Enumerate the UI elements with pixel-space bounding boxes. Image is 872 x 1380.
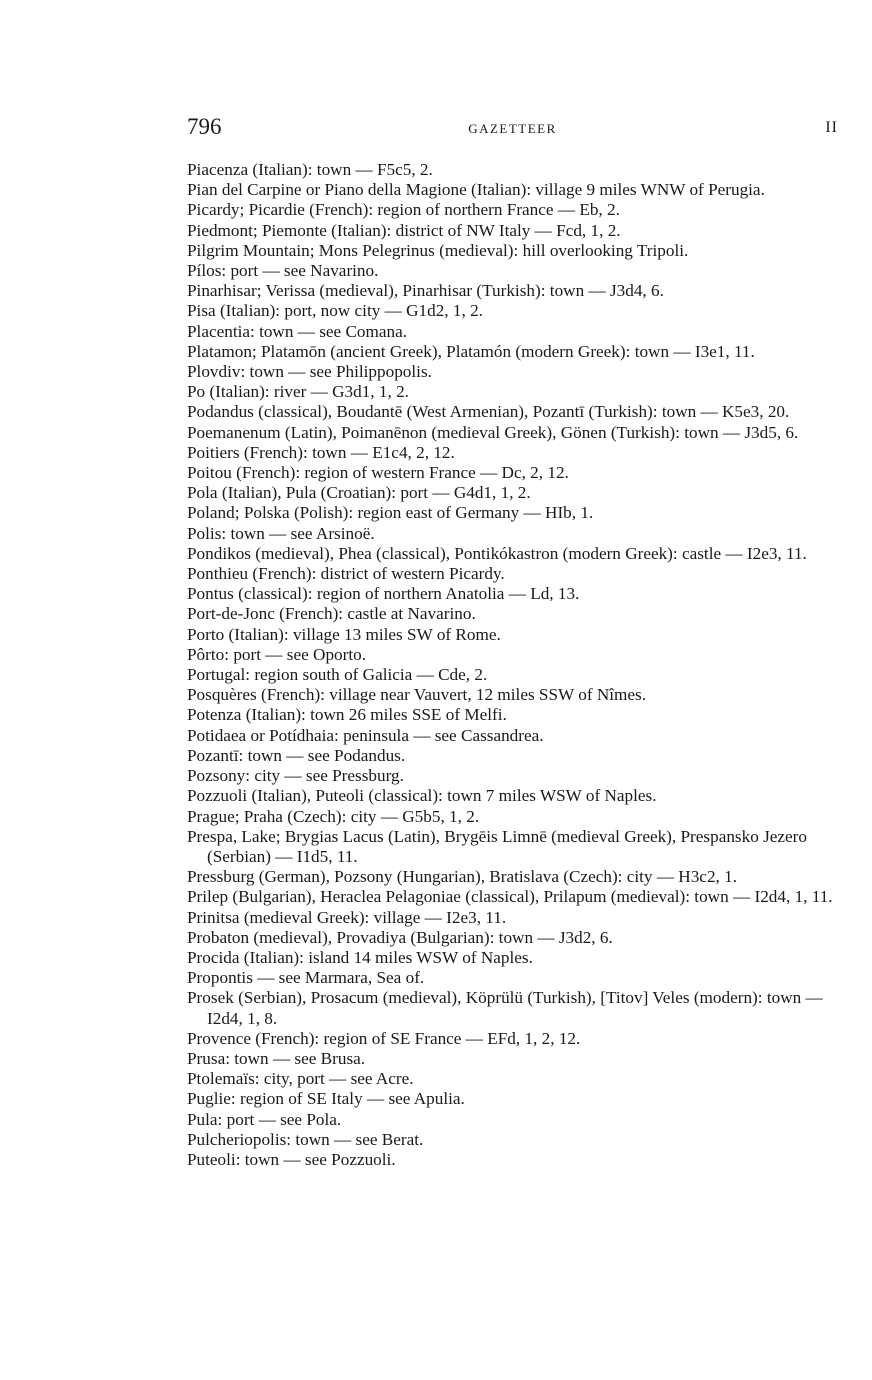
gazetteer-entry: Polis: town — see Arsinoë. xyxy=(187,523,375,543)
gazetteer-entry: Prosek (Serbian), Prosacum (medieval), Köprülü (Turkish), [Titov] Veles (modern): town — I2d4, 1, 8. xyxy=(187,988,823,1028)
gazetteer-entry: Pulcheriopolis: town — see Berat. xyxy=(187,1129,424,1149)
gazetteer-entry: Prague; Praha (Czech): city — G5b5, 1, 2. xyxy=(187,806,480,826)
gazetteer-entry: Podandus (classical), Boudantē (West Armenian), Pozantī (Turkish): town — K5e3, 20. xyxy=(187,402,790,422)
gazetteer-entry: Provence (French): region of SE France — EFd, 1, 2, 12. xyxy=(187,1028,581,1048)
page-header xyxy=(187,114,838,144)
gazetteer-entry: Poitiers (French): town — E1c4, 2, 12. xyxy=(187,442,455,462)
gazetteer-entry: Prespa, Lake; Brygias Lacus (Latin), Brygēis Limnē (medieval Greek), Prespansko Jezero (Serbian) — I1d5, 11. xyxy=(187,826,807,866)
gazetteer-entry: Pílos: port — see Navarino. xyxy=(187,261,379,281)
running-title: GAZETTEER xyxy=(468,121,557,136)
gazetteer-entry: Puteoli: town — see Pozzuoli. xyxy=(187,1149,396,1169)
gazetteer-entry: Poland; Polska (Polish): region east of Germany — HIb, 1. xyxy=(187,503,594,523)
gazetteer-entry: Propontis — see Marmara, Sea of. xyxy=(187,968,425,988)
gazetteer-entry: Placentia: town — see Comana. xyxy=(187,321,408,341)
gazetteer-entry: Prilep (Bulgarian), Heraclea Pelagoniae (classical), Prilapum (medieval): town — I2d4, 1, 11. xyxy=(187,887,833,907)
gazetteer-entry: Piacenza (Italian): town — F5c5, 2. xyxy=(187,160,433,179)
gazetteer-entry: Portugal: region south of Galicia — Cde, 2. xyxy=(187,665,488,685)
gazetteer-entry: Plovdiv: town — see Philippopolis. xyxy=(187,362,432,382)
gazetteer-entry: Posquères (French): village near Vauvert, 12 miles SSW of Nîmes. xyxy=(187,685,647,705)
gazetteer-entry: Poemanenum (Latin), Poimanēnon (medieval Greek), Gönen (Turkish): town — J3d5, 6. xyxy=(187,422,799,442)
gazetteer-entry: Pola (Italian), Pula (Croatian): port — G4d1, 1, 2. xyxy=(187,483,531,503)
gazetteer-entry: Pressburg (German), Pozsony (Hungarian), Bratislava (Czech): city — H3c2, 1. xyxy=(187,867,738,887)
gazetteer-entry: Pisa (Italian): port, now city — G1d2, 1, 2. xyxy=(187,301,483,321)
gazetteer-entry: Puglie: region of SE Italy — see Apulia. xyxy=(187,1089,465,1109)
gazetteer-entry: Piedmont; Piemonte (Italian): district of NW Italy — Fcd, 1, 2. xyxy=(187,220,621,240)
volume-number: II xyxy=(825,119,838,136)
gazetteer-entry: Pian del Carpine or Piano della Magione (Italian): village 9 miles WNW of Perugia. xyxy=(187,180,765,200)
gazetteer-entry: Pilgrim Mountain; Mons Pelegrinus (medieval): hill overlooking Tripoli. xyxy=(187,240,689,260)
gazetteer-entry: Pondikos (medieval), Phea (classical), Pontikókastron (modern Greek): castle — I2e3, 11. xyxy=(187,543,807,563)
gazetteer-entry: Port-de-Jonc (French): castle at Navarino. xyxy=(187,604,476,624)
gazetteer-entry: Porto (Italian): village 13 miles SW of Rome. xyxy=(187,624,501,644)
page-number: 796 xyxy=(187,114,222,139)
gazetteer-entry: Potenza (Italian): town 26 miles SSE of Melfi. xyxy=(187,705,507,725)
gazetteer-entry: Pozzuoli (Italian), Puteoli (classical): town 7 miles WSW of Naples. xyxy=(187,786,657,806)
gazetteer-entry: Pozantī: town — see Podandus. xyxy=(187,745,406,765)
gazetteer-entry: Prusa: town — see Brusa. xyxy=(187,1048,366,1068)
gazetteer-entry: Poitou (French): region of western France — Dc, 2, 12. xyxy=(187,463,569,483)
gazetteer-entry: Pôrto: port — see Oporto. xyxy=(187,644,367,664)
gazetteer-entry: Picardy; Picardie (French): region of northern France — Eb, 2. xyxy=(187,200,620,220)
gazetteer-entry: Ptolemaïs: city, port — see Acre. xyxy=(187,1069,414,1089)
gazetteer-entry: Ponthieu (French): district of western Picardy. xyxy=(187,564,505,584)
gazetteer-entry: Potidaea or Potídhaia: peninsula — see Cassandrea. xyxy=(187,725,544,745)
gazetteer-entry: Pula: port — see Pola. xyxy=(187,1109,342,1129)
gazetteer-entry: Probaton (medieval), Provadiya (Bulgarian): town — J3d2, 6. xyxy=(187,927,613,947)
gazetteer-entry: Platamon; Platamōn (ancient Greek), Platamón (modern Greek): town — I3e1, 11. xyxy=(187,341,755,361)
gazetteer-entries xyxy=(187,160,838,1170)
gazetteer-entry: Pozsony: city — see Pressburg. xyxy=(187,766,404,786)
gazetteer-entry: Pinarhisar; Verissa (medieval), Pinarhisar (Turkish): town — J3d4, 6. xyxy=(187,281,664,301)
gazetteer-entry: Procida (Italian): island 14 miles WSW of Naples. xyxy=(187,947,533,967)
gazetteer-entry: Po (Italian): river — G3d1, 1, 2. xyxy=(187,382,409,402)
gazetteer-entry: Pontus (classical): region of northern Anatolia — Ld, 13. xyxy=(187,584,580,604)
gazetteer-entry: Prinitsa (medieval Greek): village — I2e3, 11. xyxy=(187,907,507,927)
